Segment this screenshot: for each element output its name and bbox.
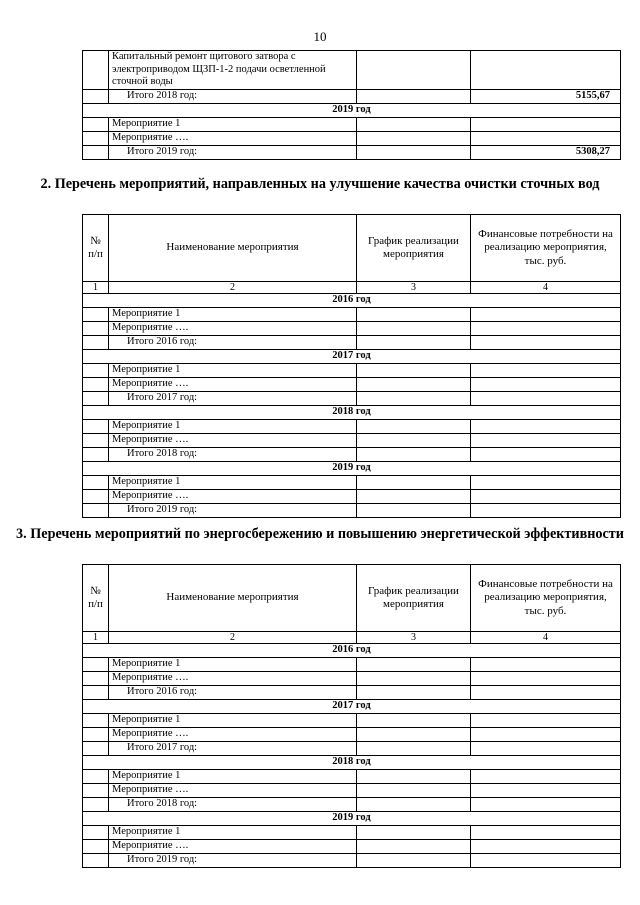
event-label: Мероприятие 1 — [109, 118, 357, 132]
event-label: Мероприятие …. — [109, 322, 357, 336]
event-label: Мероприятие 1 — [109, 476, 357, 490]
year-label: 2017 год — [83, 350, 621, 364]
total-label: Итого 2019 год: — [109, 146, 357, 160]
table-row — [83, 420, 621, 434]
year-row — [83, 294, 621, 308]
table-row — [83, 90, 621, 104]
event-label: Мероприятие …. — [109, 672, 357, 686]
col-num-header: № п/п — [83, 565, 109, 632]
year-label: 2019 год — [83, 462, 621, 476]
event-label: Мероприятие 1 — [109, 420, 357, 434]
table-row — [83, 448, 621, 462]
event-label: Мероприятие …. — [109, 434, 357, 448]
table-row — [83, 336, 621, 350]
event-label: Мероприятие 1 — [109, 308, 357, 322]
event-label: Мероприятие …. — [109, 378, 357, 392]
year-row — [83, 350, 621, 364]
col-schedule-header: График реализации мероприятия — [357, 215, 471, 282]
total-label: Итого 2017 год: — [109, 392, 357, 406]
year-row — [83, 756, 621, 770]
total-label: Итого 2018 год: — [109, 798, 357, 812]
total-value: 5308,27 — [471, 146, 621, 160]
event-label: Мероприятие …. — [109, 840, 357, 854]
table-row — [83, 784, 621, 798]
page-number: 10 — [313, 29, 327, 44]
table-row — [83, 770, 621, 784]
year-row — [83, 812, 621, 826]
event-label: Мероприятие 1 — [109, 714, 357, 728]
year-label: 2019 год — [83, 104, 621, 118]
event-label: Мероприятие 1 — [109, 770, 357, 784]
table-row — [83, 322, 621, 336]
year-row — [83, 644, 621, 658]
year-label: 2016 год — [83, 644, 621, 658]
table-row — [83, 434, 621, 448]
event-label: Мероприятие 1 — [109, 364, 357, 378]
event-label: Мероприятие 1 — [109, 658, 357, 672]
year-row — [83, 700, 621, 714]
table-row — [83, 146, 621, 160]
top-table — [82, 50, 621, 160]
year-label: 2019 год — [83, 812, 621, 826]
event-label: Мероприятие …. — [109, 490, 357, 504]
col-schedule-header: График реализации мероприятия — [357, 565, 471, 632]
event-label: Мероприятие …. — [109, 132, 357, 146]
total-label: Итого 2019 год: — [109, 504, 357, 518]
table-row — [83, 118, 621, 132]
year-label: 2017 год — [83, 700, 621, 714]
year-label: 2016 год — [83, 294, 621, 308]
table-row — [83, 51, 621, 90]
table-row — [83, 378, 621, 392]
event-label: Мероприятие …. — [109, 784, 357, 798]
section-3-table — [82, 564, 621, 868]
total-label: Итого 2016 год: — [109, 686, 357, 700]
total-label: Итого 2019 год: — [109, 854, 357, 868]
table-row — [83, 672, 621, 686]
table-row — [83, 132, 621, 146]
event-label: Мероприятие 1 — [109, 826, 357, 840]
col-name-header: Наименование мероприятия — [109, 565, 357, 632]
table-row — [83, 658, 621, 672]
header-row — [83, 215, 621, 282]
total-value: 5155,67 — [471, 90, 621, 104]
year-row — [83, 104, 621, 118]
table-row — [83, 840, 621, 854]
table-row — [83, 476, 621, 490]
table-row — [83, 364, 621, 378]
total-label: Итого 2018 год: — [109, 90, 357, 104]
table-row — [83, 742, 621, 756]
table-row — [83, 854, 621, 868]
table-row — [83, 714, 621, 728]
col-finance-header: Финансовые потребности на реализацию мероприятия, тыс. руб. — [471, 215, 621, 282]
col-name-header: Наименование мероприятия — [109, 215, 357, 282]
repair-item-cell: Капитальный ремонт щитового затвора с электроприводом ЩЗП-1-2 подачи осветленной сточной воды — [109, 51, 357, 90]
section-2-table — [82, 214, 621, 518]
table-row — [83, 798, 621, 812]
year-row — [83, 406, 621, 420]
total-label: Итого 2016 год: — [109, 336, 357, 350]
table-row — [83, 504, 621, 518]
year-label: 2018 год — [83, 756, 621, 770]
table-row — [83, 686, 621, 700]
column-number-row: 1 2 3 4 — [83, 632, 621, 644]
col-finance-header: Финансовые потребности на реализацию мероприятия, тыс. руб. — [471, 565, 621, 632]
year-label: 2018 год — [83, 406, 621, 420]
event-label: Мероприятие …. — [109, 728, 357, 742]
col-num-header: № п/п — [83, 215, 109, 282]
table-row — [83, 728, 621, 742]
total-label: Итого 2017 год: — [109, 742, 357, 756]
total-label: Итого 2018 год: — [109, 448, 357, 462]
section-2-title: 2. Перечень мероприятий, направленных на улучшение качества очистки сточных вод — [40, 176, 600, 192]
table-row — [83, 490, 621, 504]
section-3-title: 3. Перечень мероприятий по энергосбережению и повышению энергетической эффективности — [16, 526, 624, 542]
column-number-row: 1 2 3 4 — [83, 282, 621, 294]
table-row — [83, 826, 621, 840]
table-row — [83, 392, 621, 406]
table-row — [83, 308, 621, 322]
year-row — [83, 462, 621, 476]
header-row — [83, 565, 621, 632]
